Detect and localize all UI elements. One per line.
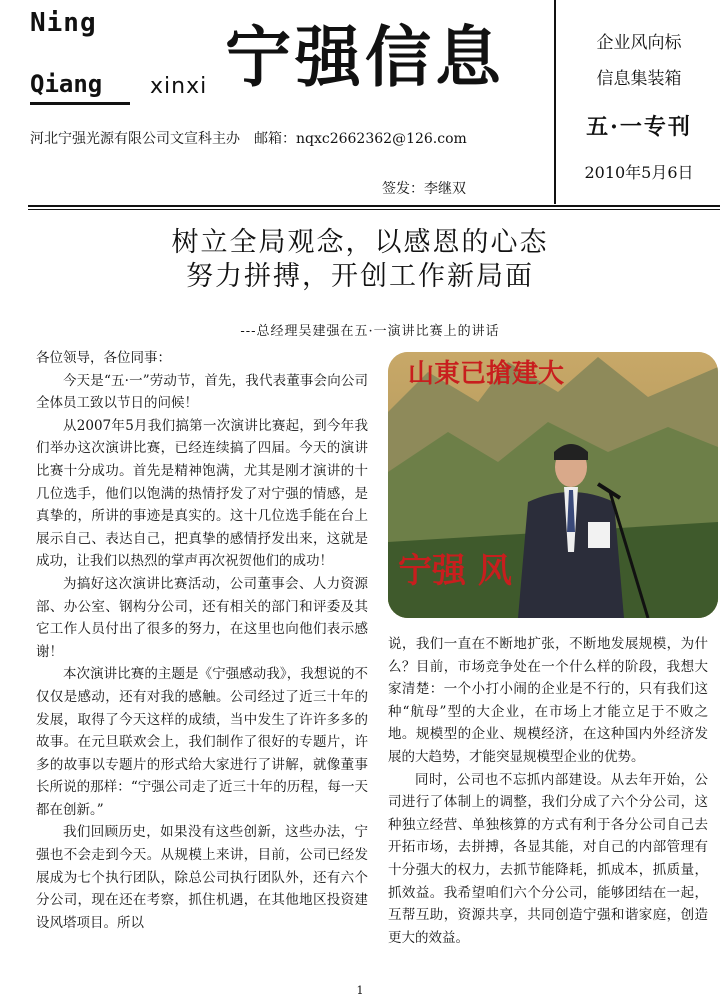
masthead-divider-thin [28,209,720,210]
page-number: 1 [356,984,364,997]
speaker-photo-illustration [388,352,718,618]
svg-text:山東已搶建大: 山東已搶建大 [408,359,565,389]
paragraph: 说，我们一直在不断地扩张，不断地发展规模，为什么？目前，市场竞争处在一个什么样的阶段，我想大家清楚：一个小打小闹的企业是不行的，只有我们这种“航母”型的大企业，在市场上才能立足于不败之地。规模型的企业、规模经济，在这种国内外经济发展的大趋势，才能突显规模型企业的优势。 [388,636,708,765]
issue-date: 2010年5月6日 [584,163,694,182]
paragraph: 从2007年5月我们搞第一次演讲比赛起，到今年我们举办这次演讲比赛，已经连续搞了四届。今天的演讲比赛十分成功。首先是精神饱满，尤其是刚才演讲的十几位选手，他们以饱满的热情抒发了对宁强的情感，是真挚的，所讲的事迹是真实的。这十几位选手能在台上展示自己、表达自己，把真挚的感情抒发出来，这就是成功，让我们以热烈的掌声再次祝贺他们的成功！ [36,417,368,570]
headline-line-2: 努力拼搏，开创工作新局面 [186,261,534,292]
box-slogan-1: 企业风向标 [596,33,682,53]
article-column-right [388,633,708,949]
masthead-underline [30,102,130,105]
issue-info-box [554,0,720,204]
svg-text:宁强 风: 宁强 风 [398,551,512,591]
paragraph: 本次演讲比赛的主题是《宁强感动我》，我想说的不仅仅是感动，还有对我的感触。公司经过了近三十年的发展，取得了今天这样的成绩，当中发生了许许多多的故事。在元旦联欢会上，我们制作了很好的专题片，许多的故事以专题片的形式给大家进行了讲解，就像董事长所说的那样：“宁强公司走了近三十年的历程，每一天都在创新。” [36,666,368,818]
paragraph: 我们回顾历史，如果没有这些创新，这些办法，宁强也不会走到今天。从规模上来讲，目前，公司已经发展成为七个执行团队，除总公司执行团队外，还有六个分公司，现在还在考察，抓住机遇，在其他地区投资建设风塔项目。所以 [36,824,368,931]
box-slogan-2: 信息集装箱 [596,69,682,89]
article-column-left [36,347,368,934]
issuer-line: 签发：李继双 [382,181,466,197]
newspaper-title: 宁强信息 [225,18,505,96]
speaker-photo [388,352,718,618]
paragraph: 同时，公司也不忘抓内部建设。从去年开始，公司进行了体制上的调整，我们分成了六个分公司，这种独立经营、单独核算的方式有利于各分公司自己去开拓市场，去拼搏，各显其能，对自己的内部管理有十分强大的权力，去抓节能降耗，抓成本，抓质量，抓效益。我希望咱们六个分公司，能够团结在一起，互帮互助，资源共享，共同创造宁强和谐家庭，创造更大的效益。 [388,771,708,946]
paragraph: 今天是“五·一”劳动节，首先，我代表董事会向公司全体员工致以节日的问候！ [36,372,368,412]
article-headline [0,226,720,294]
masthead-divider [28,205,720,207]
headline-line-1: 树立全局观念，以感恩的心态 [171,227,549,258]
greeting: 各位领导，各位同事： [36,350,171,366]
paragraph: 为搞好这次演讲比赛活动，公司董事会、人力资源部、办公室、钢构分公司，还有相关的部门和评委及其它工作人员付出了很多的努力，在这里也向他们表示感谢！ [36,575,368,660]
special-issue-label: 五·一专刊 [586,114,692,140]
article-subtitle: ---总经理吴建强在五·一演讲比赛上的讲话 [240,324,500,339]
masthead-qiang: Qiang [30,70,103,98]
publisher-line: 河北宁强光源有限公司文宣科主办 邮箱：nqxc2662362@126.com [30,131,467,147]
masthead-xinxi: xinxi [150,74,208,99]
masthead-ning: Ning [30,8,97,38]
